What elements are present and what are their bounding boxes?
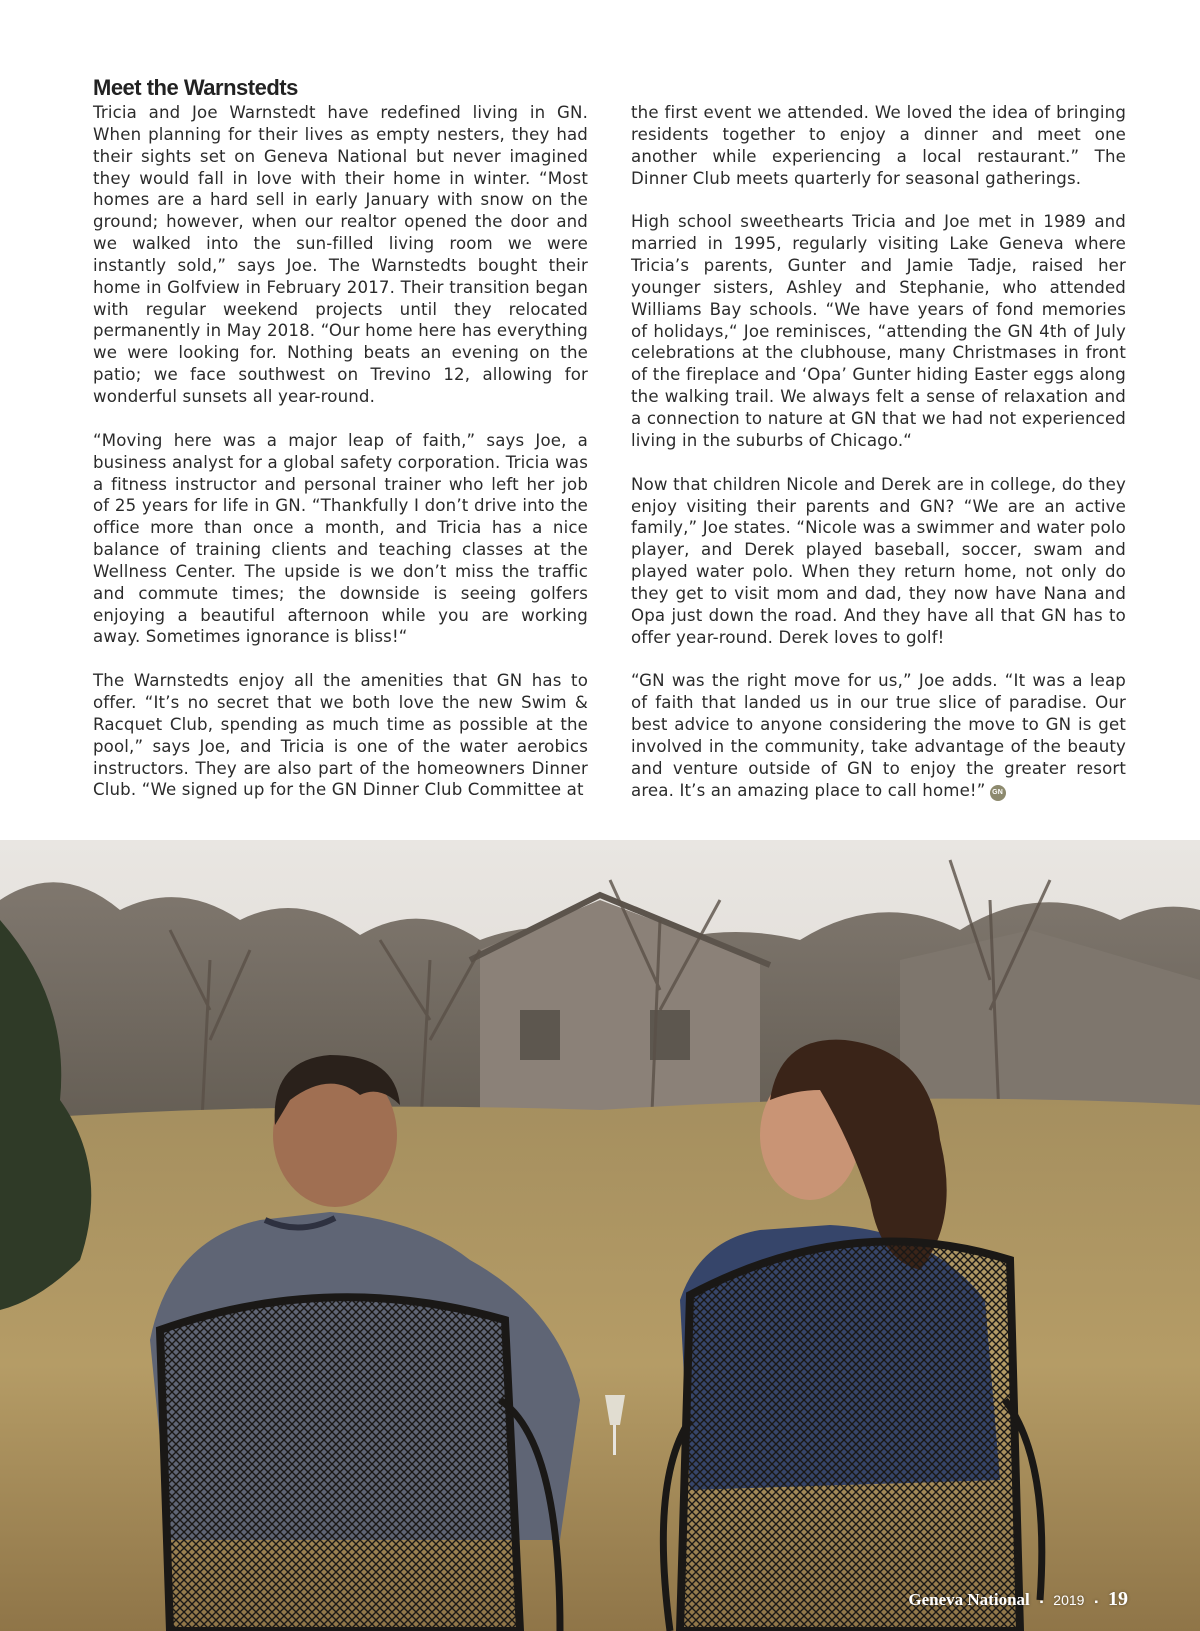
paragraph: Now that children Nicole and Derek are in college, do they enjoy visiting their parents and GN? “We are an active family,” Joe states. “Nicole was a swimmer and water polo player, and Derek played baseball, soccer, swam and played water polo. When they return home, not only do they get to visit mom and dad, they now have Nana and Opa just down the road. And they have all that GN has to offer year-round. Derek loves to golf! <box>631 474 1126 647</box>
gn-logo-icon: GN <box>990 785 1006 801</box>
paragraph: The Warnstedts enjoy all the amenities that GN has to offer. “It’s no secret that we both love the new Swim & Racquet Club, spending as much time as possible at the pool,” says Joe, and Tricia is one of the water aerobics instructors. They are also part of the homeowners Dinner Club. “We signed up for the GN Dinner Club Committee at <box>93 671 588 800</box>
paragraph: “Moving here was a major leap of faith,” says Joe, a business analyst for a global safety corporation. Tricia was a fitness instructor and personal trainer who left her job of 25 years for life in GN. “Thankfully I don’t drive into the office more than once a month, and Tricia has a nice balance of training clients and teaching classes at the Wellness Center. The upside is we don’t miss the traffic and commute times; the downside is seeing golfers enjoying a beautiful afternoon while you are working away. Sometimes ignorance is bliss!“ <box>93 430 588 647</box>
issue-year: 2019 <box>1053 1592 1085 1608</box>
page-number: 19 <box>1108 1588 1128 1610</box>
page-footer <box>908 1588 1128 1611</box>
article-heading: Meet the Warnstedts <box>93 75 298 100</box>
closing-paragraph <box>631 670 1126 801</box>
footer-separator: ▪ <box>1039 1597 1044 1608</box>
couple-seated-on-lawn-photo <box>0 840 1200 1631</box>
footer-separator: ▪ <box>1094 1597 1098 1608</box>
magazine-name: Geneva National <box>908 1590 1030 1609</box>
closing-text: “GN was the right move for us,” Joe adds. “It was a leap of faith that landed us in our true slice of paradise. Our best advice to anyone considering the move to GN is get involved in the community, take advantage of the beauty and venture outside of GN to enjoy the greater resort area. It’s an amazing place to call home!” <box>631 671 1126 800</box>
right-column <box>631 102 1126 823</box>
article <box>93 74 1126 823</box>
article-columns <box>93 102 1126 823</box>
paragraph: the first event we attended. We loved the idea of bringing residents together to enjoy a dinner and meet one another while experiencing a local restaurant.” The Dinner Club meets quarterly for seasonal gatherings. <box>631 103 1126 188</box>
paragraph: High school sweethearts Tricia and Joe met in 1989 and married in 1995, regularly visiting Lake Geneva where Tricia’s parents, Gunter and Jamie Tadje, raised her younger sisters, Ashley and Stephanie, who attended Williams Bay schools. “We have years of fond memories of holidays,“ Joe reminisces, “attending the GN 4th of July celebrations at the clubhouse, many Christmases in front of the fireplace and ‘Opa’ Gunter hiding Easter eggs along the walking trail. We always felt a sense of relaxation and a connection to nature at GN that we had not experienced living in the suburbs of Chicago.“ <box>631 212 1126 450</box>
left-column <box>93 102 588 823</box>
paragraph: Tricia and Joe Warnstedt have redefined living in GN. When planning for their lives as empty nesters, they had their sights set on Geneva National but never imagined they would fall in love with their home in winter. “Most homes are a hard sell in early January with snow on the ground; however, when our realtor opened the door and we walked into the sun-filled living room we were instantly sold,” says Joe. The Warnstedts bought their home in Golfview in February 2017. Their transition began with regular weekend projects until they relocated permanently in May 2018. “Our home here has everything we were looking for. Nothing beats an evening on the patio; we face southwest on Trevino 12, allowing for wonderful sunsets all year-round. <box>93 103 588 406</box>
